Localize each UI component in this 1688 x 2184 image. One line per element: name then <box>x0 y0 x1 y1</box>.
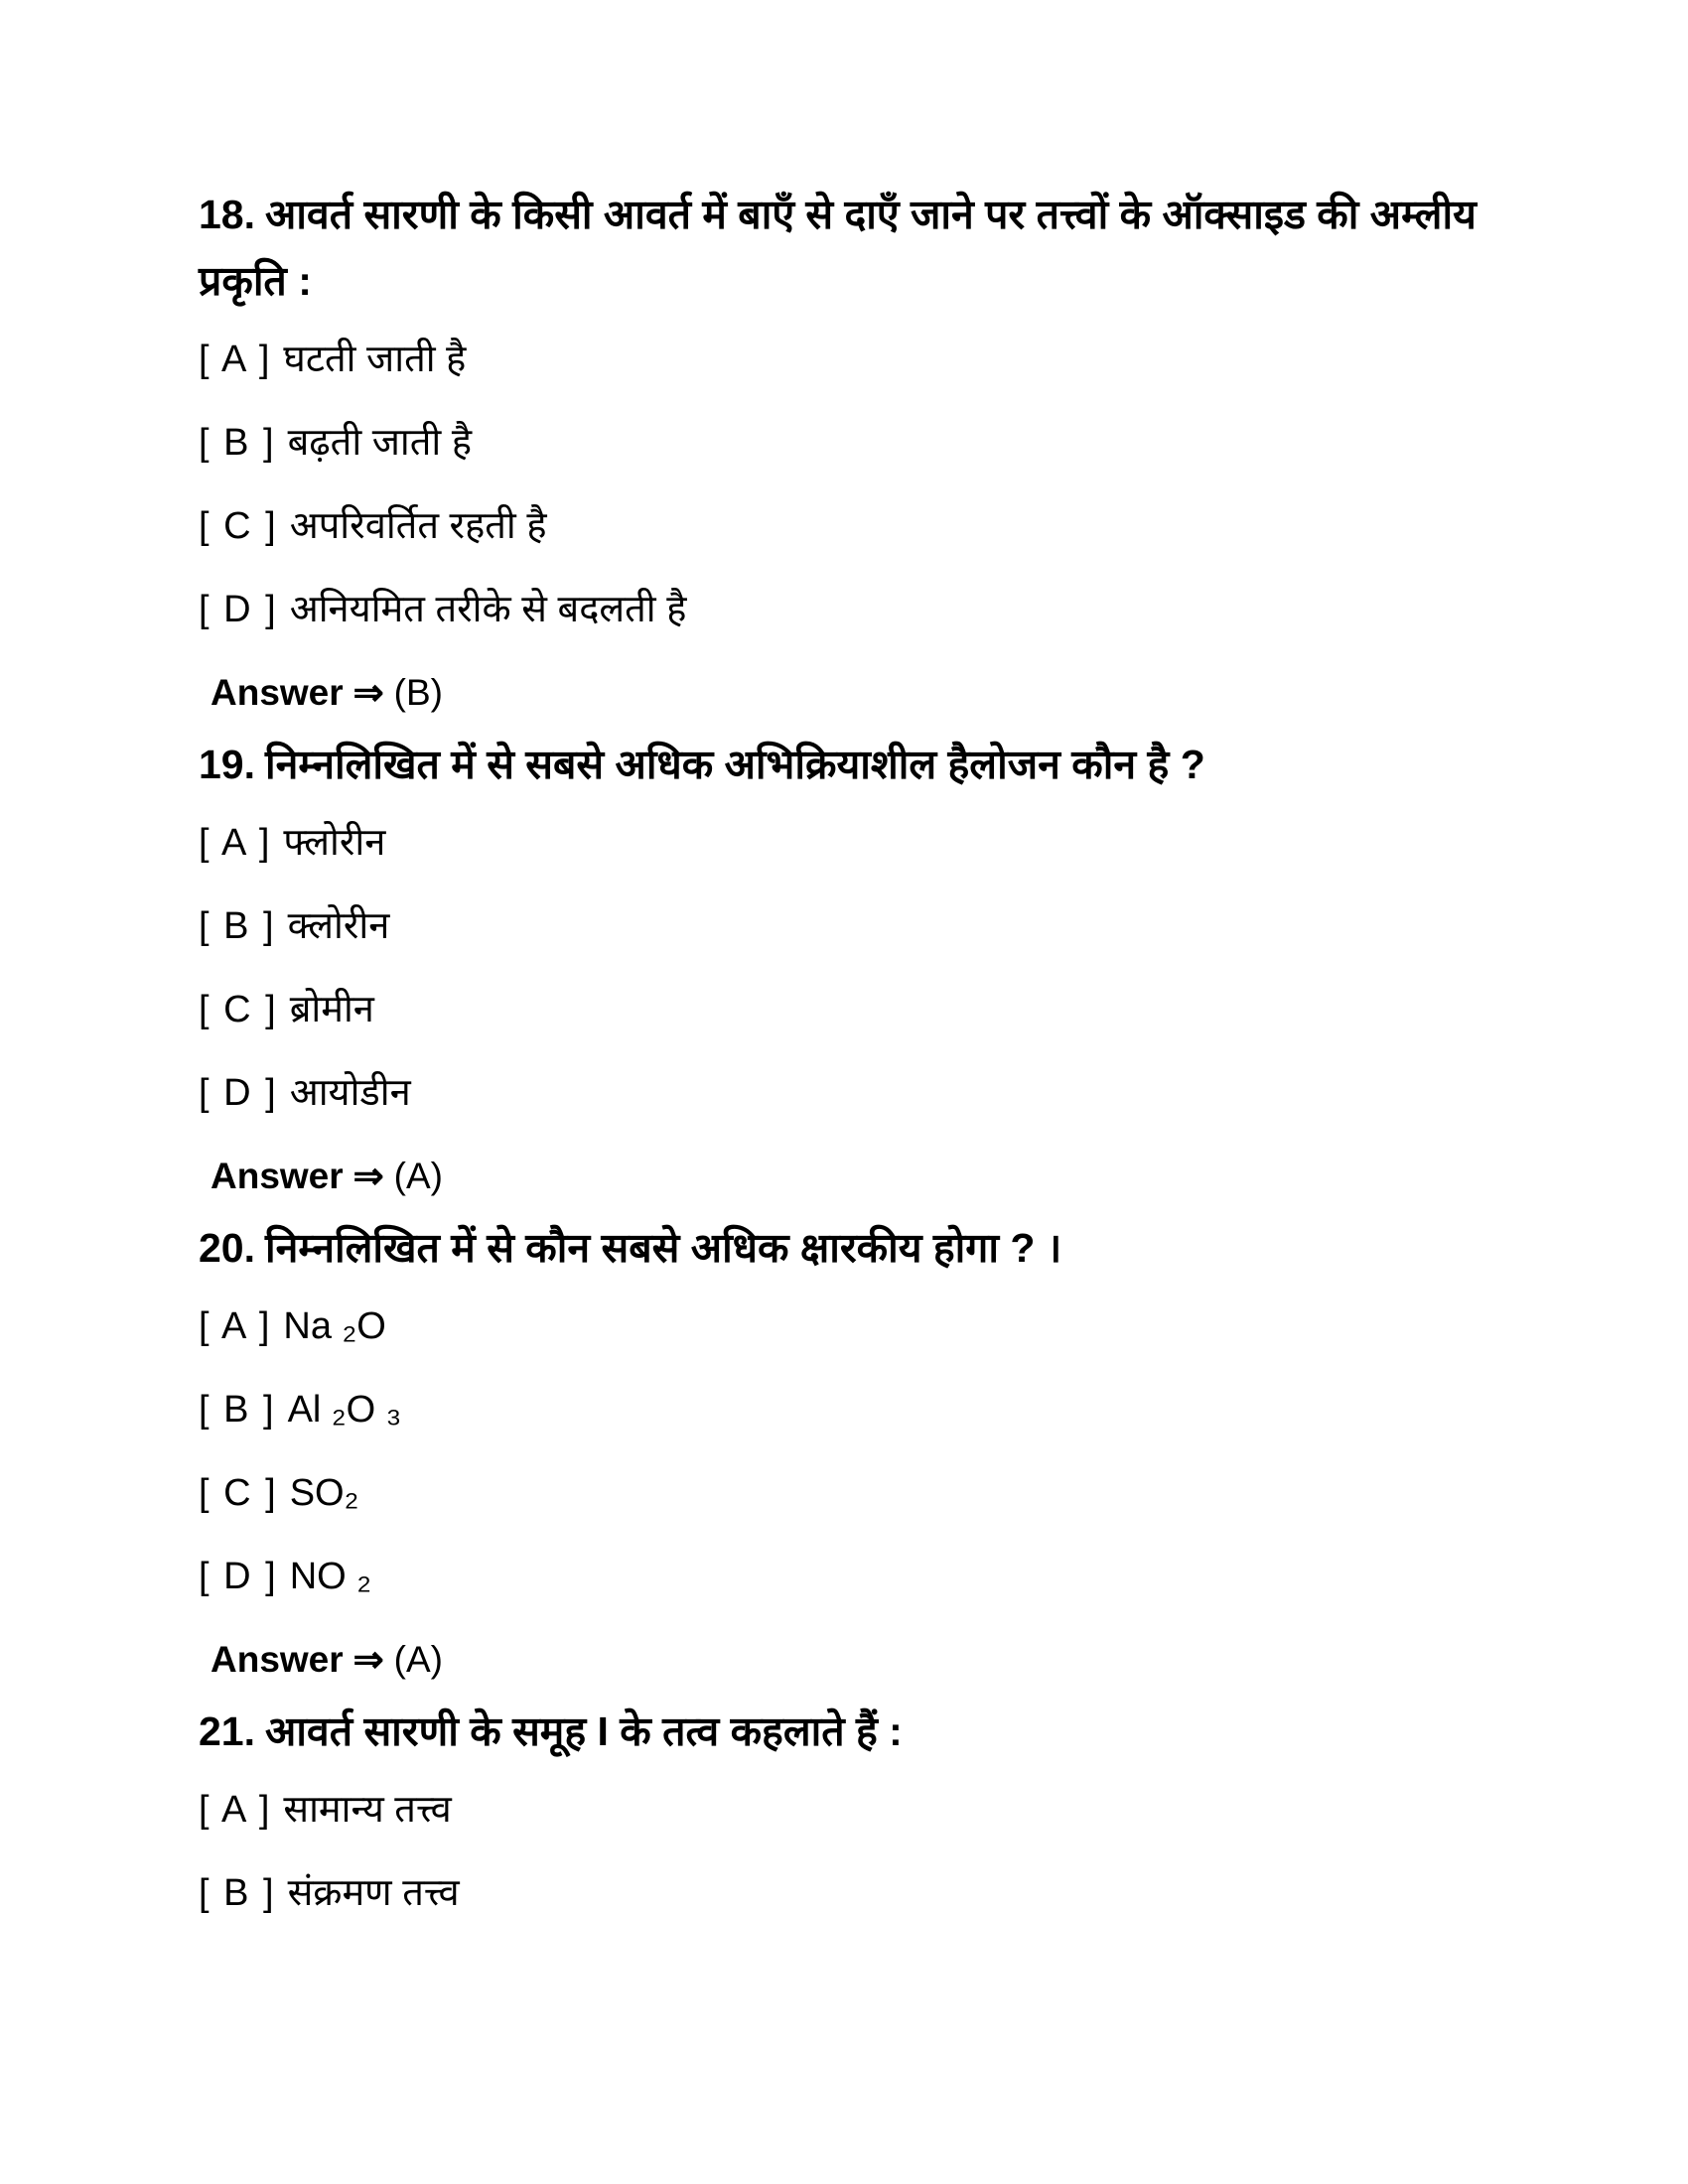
question-number: 20. <box>199 1225 255 1271</box>
question-line-text: निम्नलिखित में से कौन सबसे अधिक क्षारकीय होगा ? । <box>265 1225 1062 1271</box>
option-text: आयोडीन <box>289 1072 411 1114</box>
question-number: 19. <box>199 742 255 787</box>
question-text <box>199 1699 1499 1765</box>
option-text: Al ₂O ₃ <box>287 1389 402 1431</box>
option-item <box>199 1468 1519 1518</box>
question-line <box>199 1699 1499 1765</box>
option-item <box>199 818 1519 868</box>
option-label: [ B ] <box>199 905 276 947</box>
answer-label: Answer <box>211 1156 344 1196</box>
option-label: [ D ] <box>199 589 278 630</box>
option-text: अनियमित तरीके से बदलती है <box>289 589 687 630</box>
answer-line <box>199 668 1519 718</box>
option-item <box>199 418 1519 468</box>
option-text: ब्रोमीन <box>289 989 374 1030</box>
option-item <box>199 1868 1519 1918</box>
option-text: क्लोरीन <box>287 905 390 947</box>
option-label: [ C ] <box>199 1472 278 1514</box>
question-block-21 <box>199 1699 1519 1918</box>
question-line-text: आवर्त सारणी के किसी आवर्त में बाएँ से दाएँ जाने पर तत्त्वों के ऑक्साइड की अम्लीय <box>265 192 1477 237</box>
option-item <box>199 335 1519 384</box>
question-line-text: आवर्त सारणी के समूह I के तत्व कहलाते हैं : <box>265 1708 903 1754</box>
answer-value: (B) <box>393 672 443 713</box>
option-text: घटती जाती है <box>283 339 467 380</box>
answer-value: (A) <box>393 1639 443 1680</box>
option-label: [ D ] <box>199 1072 278 1114</box>
option-item <box>199 985 1519 1034</box>
option-text: NO ₂ <box>289 1556 371 1597</box>
option-label: [ A ] <box>199 1305 272 1347</box>
option-label: [ A ] <box>199 1789 272 1831</box>
question-line <box>199 182 1499 248</box>
option-label: [ B ] <box>199 422 276 464</box>
option-item <box>199 1552 1519 1601</box>
question-block-20 <box>199 1215 1519 1685</box>
double-arrow-icon: ⇒ <box>352 1156 384 1196</box>
question-line-text: निम्नलिखित में से सबसे अधिक अभिक्रियाशील हैलोजन कौन है ? <box>265 742 1205 787</box>
answer-line <box>199 1635 1519 1685</box>
option-item <box>199 1301 1519 1351</box>
option-text: संक्रमण तत्त्व <box>287 1872 460 1914</box>
answer-label: Answer <box>211 1639 344 1680</box>
option-text: अपरिवर्तित रहती है <box>289 505 547 547</box>
question-text <box>199 1215 1499 1282</box>
answer-line <box>199 1152 1519 1201</box>
option-text: सामान्य तत्त्व <box>283 1789 452 1831</box>
double-arrow-icon: ⇒ <box>352 1639 384 1680</box>
question-number: 21. <box>199 1708 255 1754</box>
option-text: फ्लोरीन <box>283 822 386 864</box>
option-item <box>199 501 1519 551</box>
option-label: [ B ] <box>199 1872 276 1914</box>
option-text: बढ़ती जाती है <box>287 422 473 464</box>
question-line <box>199 1215 1499 1282</box>
option-item <box>199 901 1519 951</box>
option-item <box>199 1068 1519 1118</box>
option-text: Na ₂O <box>283 1305 386 1347</box>
option-label: [ C ] <box>199 989 278 1030</box>
option-item <box>199 585 1519 634</box>
option-item <box>199 1785 1519 1835</box>
answer-value: (A) <box>393 1156 443 1196</box>
option-label: [ D ] <box>199 1556 278 1597</box>
option-item <box>199 1385 1519 1434</box>
question-line <box>199 732 1499 798</box>
option-label: [ B ] <box>199 1389 276 1431</box>
question-text <box>199 182 1499 315</box>
option-label: [ A ] <box>199 339 272 380</box>
question-block-18 <box>199 182 1519 718</box>
option-label: [ A ] <box>199 822 272 864</box>
question-number: 18. <box>199 192 255 237</box>
question-block-19 <box>199 732 1519 1201</box>
question-line: प्रकृति : <box>199 258 312 304</box>
question-text <box>199 732 1499 798</box>
double-arrow-icon: ⇒ <box>352 672 384 713</box>
answer-label: Answer <box>211 672 344 713</box>
option-label: [ C ] <box>199 505 278 547</box>
option-text: SO₂ <box>289 1472 359 1514</box>
